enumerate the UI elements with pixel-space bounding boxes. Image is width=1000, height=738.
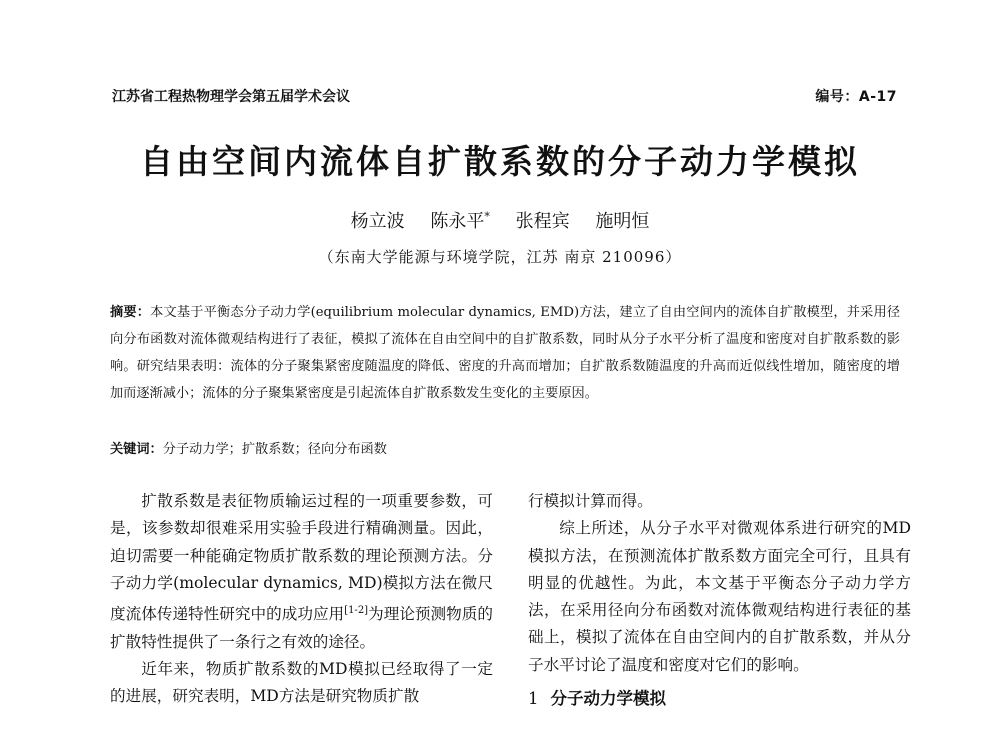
section-title: 分子动力学模拟: [550, 689, 666, 709]
keywords-label: 关键词：: [110, 442, 163, 457]
keywords-text: 分子动力学；扩散系数；径向分布函数: [162, 442, 387, 457]
abstract-label: 摘要：: [110, 305, 151, 320]
author-list: [0, 204, 1000, 235]
abstract-text: 本文基于平衡态分子动力学(equilibrium molecular dynamics, EMD)方法，建立了自由空间内的流体自扩散模型，并采用径向分布函数对流体微观结构进行了表征，模拟了流体在自由空间中的自扩散系数，同时从分子水平分析了温度和密度对自扩散系数的影响。研究结果表明：流体的分子聚集紧密度随温度的降低、密度的升高而增加；自扩散系数随温度的升高而近似线性增加，随密度的增加而逐渐减小；流体的分子聚集紧密度是引起流体自扩散系数发生变化的主要原因。: [110, 305, 901, 401]
author-name: 张程宾: [515, 211, 570, 232]
corresponding-author-mark: *: [484, 210, 490, 223]
author: [595, 204, 649, 235]
paragraph-text: 为理论预测物质的扩散特性提供了一条行之有效的途径。: [110, 605, 493, 651]
affiliation: （东南大学能源与环境学院，江苏 南京 210096）: [318, 248, 682, 266]
author: [351, 204, 405, 235]
paragraph: 行模拟计算而得。: [528, 492, 653, 510]
author-name: 施明恒: [595, 211, 650, 232]
citation: [1-2]: [344, 605, 369, 617]
paragraph: 近年来，物质扩散系数的MD模拟已经取得了一定的进展，研究表明，MD方法是研究物质扩散: [110, 659, 493, 706]
paragraph-text: 扩散系数是表征物质输运过程的一项重要参数，可是，该参数却很难采用实验手段进行精确测量。因此，迫切需要一种能确定物质扩散系数的理论预测方法。分子动力学(molecular dynamics, MD)模拟方法在微尺度流体传递特性研究中的成功应用: [110, 492, 493, 624]
abstract: [110, 299, 900, 407]
paragraph: [110, 488, 493, 656]
section-heading: [528, 685, 911, 712]
author: [516, 204, 570, 235]
paper-title: 自由空间内流体自扩散系数的分子动力学模拟: [140, 142, 860, 181]
conference-name: 江苏省工程热物理学会第五届学术会议: [112, 89, 350, 105]
section-number: 1: [528, 689, 539, 709]
keywords: [110, 436, 900, 463]
running-header: [112, 86, 897, 108]
body-column-left: [110, 488, 493, 711]
paper-number: 编号：A-17: [815, 89, 897, 105]
author-name: 陈永平: [430, 211, 485, 232]
author: [430, 204, 490, 235]
paragraph: 综上所述，从分子水平对微观体系进行研究的MD模拟方法，在预测流体扩散系数方面完全可行，且具有明显的优越性。为此，本文基于平衡态分子动力学方法，在采用径向分布函数对流体微观结构进行表征的基础上，模拟了流体在自由空间内的自扩散系数，并从分子水平讨论了温度和密度对它们的影响。: [528, 519, 911, 674]
body-column-right: [528, 488, 911, 712]
author-name: 杨立波: [350, 211, 405, 232]
